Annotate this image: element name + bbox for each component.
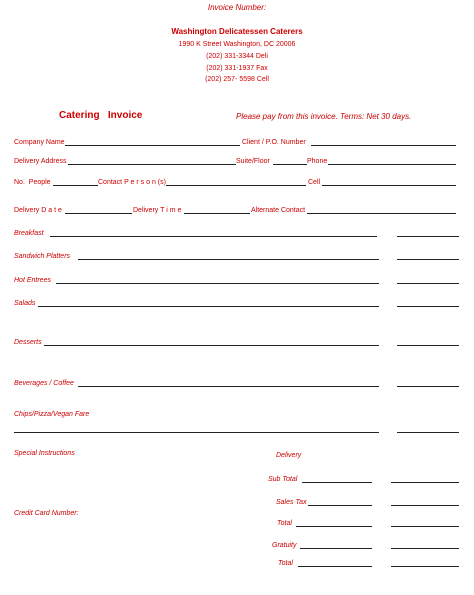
grand-total-label: Total: [278, 560, 293, 567]
no-people-label: No. People: [14, 179, 51, 186]
sub-total-label: Sub Total: [268, 476, 298, 483]
grand-total-amount-field[interactable]: [391, 566, 459, 567]
total-amount-field[interactable]: [391, 526, 459, 527]
gratuity-amount-field[interactable]: [391, 548, 459, 549]
contact-person-label: Contact P e r s o n (s): [98, 179, 166, 186]
phone-field[interactable]: [328, 164, 456, 165]
hot-entrees-label: Hot Entrees: [14, 277, 51, 284]
beverages-coffee-amount-field[interactable]: [397, 386, 459, 387]
alternate-contact-field[interactable]: [307, 213, 456, 214]
sub-total-amount-field[interactable]: [391, 482, 459, 483]
chips-pizza-vegan-field[interactable]: [14, 432, 379, 433]
breakfast-label: Breakfast: [14, 230, 44, 237]
delivery-address-label: Delivery Address: [14, 158, 67, 165]
desserts-amount-field[interactable]: [397, 345, 459, 346]
credit-card-number-label: Credit Card Number:: [14, 510, 79, 517]
payment-terms: Please pay from this invoice. Terms: Net 30 days.: [236, 112, 412, 121]
chips-pizza-vegan-amount-field[interactable]: [397, 432, 459, 433]
delivery-charge-label: Delivery: [276, 452, 302, 459]
contact-person-field[interactable]: [166, 185, 306, 186]
salads-amount-field[interactable]: [397, 306, 459, 307]
sales-tax-label: Sales Tax: [276, 499, 307, 506]
no-people-field[interactable]: [53, 185, 98, 186]
suite-floor-field[interactable]: [273, 164, 307, 165]
chips-pizza-vegan-label: Chips/Pizza/Vegan Fare: [14, 411, 90, 418]
company-name-field[interactable]: [65, 145, 240, 146]
client-po-field[interactable]: [311, 145, 456, 146]
company-phone-deli: (202) 331-3344 Deli: [206, 53, 268, 60]
delivery-address-field[interactable]: [68, 164, 236, 165]
company-phone-fax: (202) 331-1937 Fax: [206, 65, 268, 72]
breakfast-amount-field[interactable]: [397, 236, 459, 237]
total-label: Total: [277, 520, 292, 527]
delivery-date-field[interactable]: [65, 213, 132, 214]
special-instructions-label: Special Instructions: [14, 450, 75, 457]
hot-entrees-amount-field[interactable]: [397, 283, 459, 284]
cell-field[interactable]: [322, 185, 456, 186]
total-field[interactable]: [296, 526, 372, 527]
cell-label: Cell: [308, 179, 321, 186]
gratuity-field[interactable]: [300, 548, 372, 549]
invoice-title: Catering Invoice: [59, 110, 143, 121]
sandwich-platters-label: Sandwich Platters: [14, 253, 71, 260]
hot-entrees-field[interactable]: [56, 283, 379, 284]
phone-label: Phone: [307, 158, 328, 165]
invoice-number-label: Invoice Number:: [207, 3, 267, 12]
sandwich-platters-field[interactable]: [78, 259, 379, 260]
company-name-heading: Washington Delicatessen Caterers: [171, 27, 303, 36]
alternate-contact-label: Alternate Contact: [251, 207, 306, 214]
company-name-label: Company Name: [14, 139, 65, 146]
sandwich-platters-amount-field[interactable]: [397, 259, 459, 260]
suite-floor-label: Suite/Floor: [236, 158, 270, 165]
company-address: 1990 K Street Washington, DC 20006: [178, 41, 296, 48]
salads-field[interactable]: [38, 306, 379, 307]
client-po-label: Client / P.O. Number: [242, 139, 306, 146]
breakfast-field[interactable]: [50, 236, 377, 237]
beverages-coffee-label: Beverages / Coffee: [14, 380, 74, 387]
delivery-time-field[interactable]: [184, 213, 250, 214]
grand-total-field[interactable]: [298, 566, 372, 567]
delivery-time-label: Delivery T i m e: [133, 207, 182, 214]
sub-total-field[interactable]: [302, 482, 372, 483]
salads-label: Salads: [14, 300, 36, 307]
desserts-field[interactable]: [44, 345, 379, 346]
desserts-label: Desserts: [14, 339, 42, 346]
sales-tax-amount-field[interactable]: [391, 505, 459, 506]
sales-tax-field[interactable]: [308, 505, 372, 506]
beverages-coffee-field[interactable]: [78, 386, 379, 387]
company-phone-cell: (202) 257- 5598 Cell: [205, 76, 269, 83]
gratuity-label: Gratuity: [272, 542, 297, 549]
delivery-date-label: Delivery D a t e: [14, 207, 62, 214]
